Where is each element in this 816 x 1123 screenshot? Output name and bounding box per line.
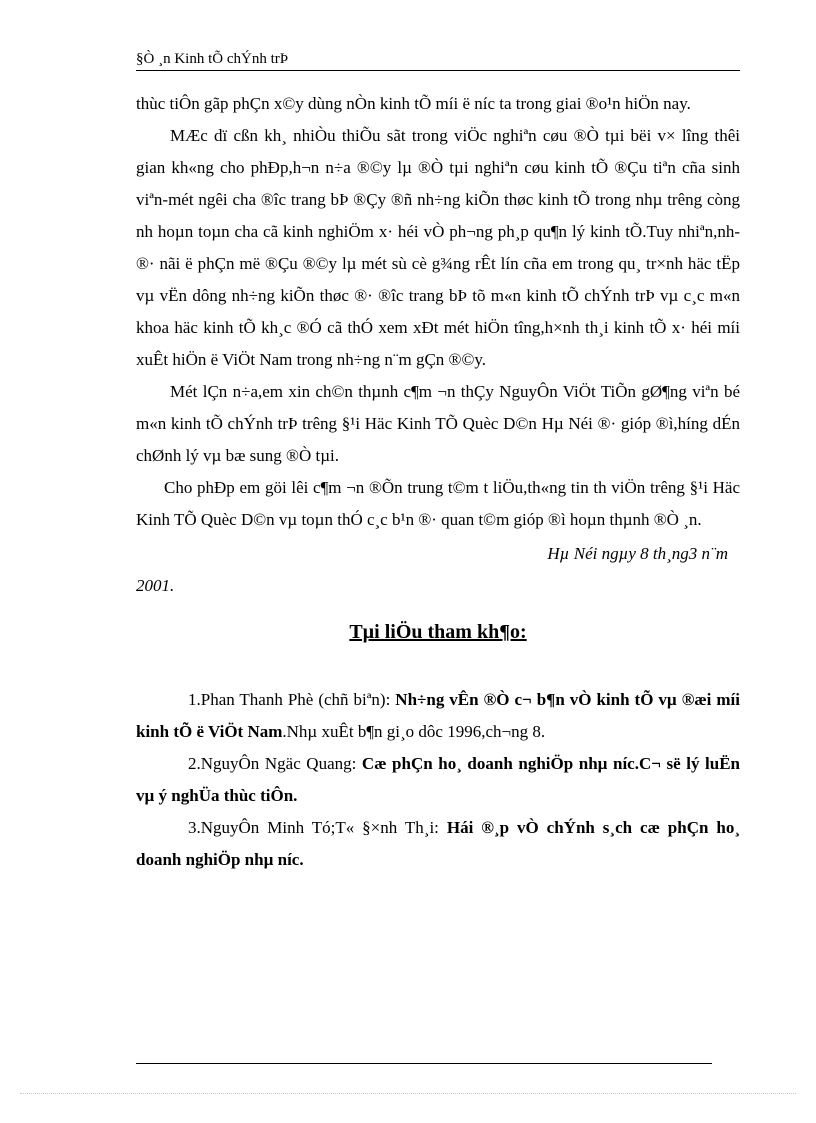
page-boundary <box>20 1093 796 1094</box>
reference-title: Hái ®¸p vÒ chÝnh s¸ch cæ phÇn ho¸ doanh nghiÖp nhµ níc. <box>136 818 740 869</box>
document-body <box>136 88 740 876</box>
paragraph-thanks-library: Cho phÐp em göi lêi c¶m ¬n ®Õn trung t©m t liÖu,th«ng tin th viÖn trêng §¹i Häc Kinh TÕ Quèc D©n vµ toµn thÓ c¸c b¹n ®· quan t©m gióp ®ì hoµn thµnh ®Ò ¸n. <box>136 478 740 529</box>
reference-title: Nh÷ng vÊn ®Ò c¬ b¶n vÒ kinh tÕ vµ ®æi míi kinh tÕ ë ViÖt Nam <box>136 690 740 741</box>
reference-title: Cæ phÇn ho¸ doanh nghiÖp nhµ níc.C¬ së lý luËn vµ ý nghÜa thùc tiÔn. <box>136 754 740 805</box>
paragraph-thanks-advisor: Mét lÇn n÷a,em xin ch©n thµnh c¶m ¬n thÇy NguyÔn ViÖt TiÕn gØ¶ng viªn bé m«n kinh tÕ chÝnh trÞ trêng §¹i Häc Kinh TÕ Quèc D©n Hµ Néi ®· gióp ®ì,híng dÉn chØnh lý vµ bæ sung ®Ò tµi. <box>136 382 740 465</box>
paragraph-continuation: thùc tiÔn gãp phÇn x©y dùng nÒn kinh tÕ míi ë níc ta trong giai ®o¹n hiÖn nay. <box>136 94 691 113</box>
reference-item <box>136 684 740 748</box>
header-title: §Ò ¸n Kinh tÕ chÝnh trÞ <box>136 51 289 67</box>
paragraph-shortcomings: MÆc dï cßn kh¸ nhiÒu thiÕu sãt trong viÖc nghiªn cøu ®Ò tµi bëi v× lîng thêi gian kh«ng cho phÐp,h¬n n÷a ®©y lµ ®Ò tµi nghiªn cøu kinh tÕ ®Çu tiªn cña sinh viªn-mét ngêi cha ®îc trang bÞ ®Çy ®ñ nh÷ng kiÕn thøc kinh tÕ trong nhµ trêng còng nh hoµn toµn cha cã kinh nghiÖm x· héi vÒ ph¬ng ph¸p qu¶n lý kinh tÕ.Tuy nhiªn,nh ®· nãi ë phÇn më ®Çu ®©y lµ mét sù cè g¾ng rÊt lín cña em trong qu¸ tr×nh häc tËp vµ vËn dông nh÷ng kiÕn thøc ®· ®îc trang bÞ tõ m«n kinh tÕ chÝnh trÞ vµ c¸c m«n khoa häc kinh tÕ kh¸c ®Ó cã thÓ xem xÐt mét hiÖn tîng,h×nh th¸i kinh tÕ x· héi míi xuÊt hiÖn ë ViÖt Nam trong nh÷ng n¨m gÇn ®©y. <box>136 126 740 369</box>
signature-place-date: Hµ Néi ngµy 8 th¸ng3 n¨m <box>547 544 728 563</box>
references-list <box>136 684 740 876</box>
page-header <box>136 50 740 71</box>
reference-author: 3.NguyÔn Minh Tó;T« §×nh Th¸i: <box>188 818 447 837</box>
reference-author: 2.NguyÔn Ngäc Quang: <box>188 754 362 773</box>
reference-item <box>136 748 740 812</box>
reference-author: 1.Phan Thanh Phè (chñ biªn): <box>188 690 396 709</box>
footer-divider <box>136 1063 712 1064</box>
signature-year: 2001. <box>136 576 175 595</box>
references-heading: Tµi liÖu tham kh¶o: <box>349 621 527 643</box>
reference-item <box>136 812 740 876</box>
reference-publisher: .Nhµ xuÊt b¶n gi¸o dôc 1996,ch¬ng 8. <box>282 722 546 741</box>
